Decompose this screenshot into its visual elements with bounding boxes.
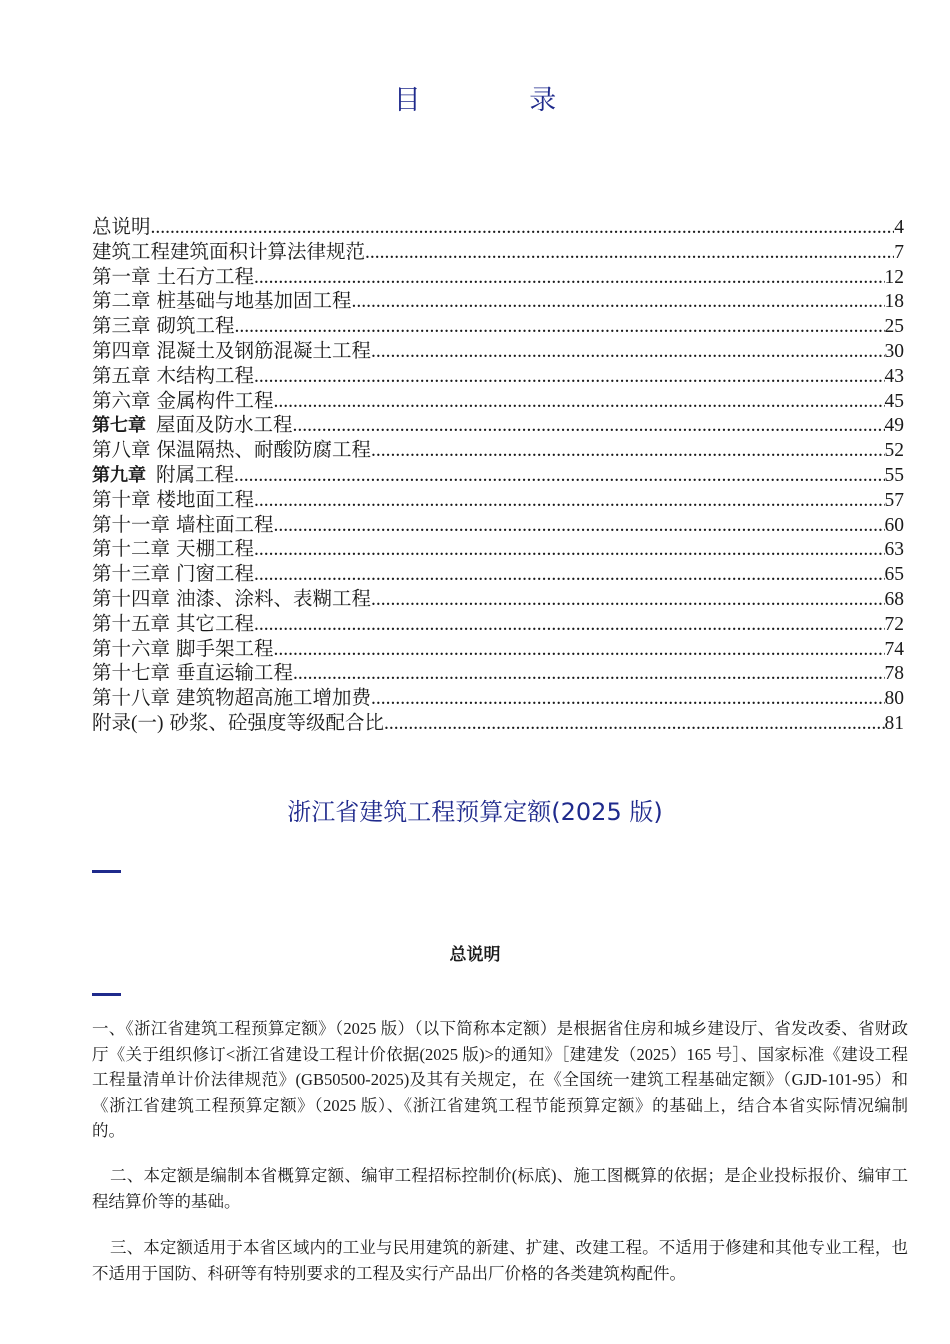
section-heading: 总说明 xyxy=(449,945,501,965)
toc-entry-title: 砌筑工程 xyxy=(156,316,235,338)
toc-entry-title: 天棚工程 xyxy=(176,539,255,561)
toc-entry-page: 72 xyxy=(884,613,904,635)
toc-entry[interactable] xyxy=(92,390,904,415)
toc-entry-chapter: 第十章 xyxy=(92,489,151,511)
toc-entry-chapter: 第九章 xyxy=(92,464,146,486)
toc-entry-page: 49 xyxy=(884,415,904,437)
toc-entry-chapter: 第二章 xyxy=(92,291,151,313)
toc-entry-page: 65 xyxy=(884,564,904,586)
toc-entry-page: 7 xyxy=(894,241,904,263)
toc-entry-chapter: 第八章 xyxy=(92,440,151,462)
toc-entry-chapter: 第十二章 xyxy=(92,539,171,561)
toc-entry-title: 建筑工程建筑面积计算法律规范 xyxy=(92,241,366,263)
toc-entry[interactable] xyxy=(92,266,904,291)
toc-entry-page: 25 xyxy=(884,316,904,338)
toc-entry-chapter: 附录(一) xyxy=(92,712,164,734)
toc-entry[interactable] xyxy=(92,464,904,489)
toc-entry-page: 55 xyxy=(884,464,904,486)
toc-entry-title: 金属构件工程 xyxy=(156,390,274,412)
toc-leader-dots xyxy=(352,290,885,315)
toc-leader-dots xyxy=(254,563,884,588)
toc-title: 目 录 xyxy=(393,85,607,116)
toc-entry-page: 74 xyxy=(884,638,904,660)
toc-entry-title: 垂直运输工程 xyxy=(176,663,294,685)
toc-leader-dots xyxy=(254,489,884,514)
toc-entry-chapter: 第十四章 xyxy=(92,588,171,610)
toc-entry-page: 4 xyxy=(894,217,904,238)
toc-entry-page: 12 xyxy=(884,266,904,288)
toc-leader-dots xyxy=(151,216,895,241)
toc-entry-chapter: 第十六章 xyxy=(92,638,171,660)
toc-entry-title: 土石方工程 xyxy=(156,266,255,288)
toc-entry-chapter: 第七章 xyxy=(92,415,146,437)
toc-entry[interactable] xyxy=(92,365,904,390)
toc-leader-dots xyxy=(371,588,884,613)
toc-entry-chapter: 第四章 xyxy=(92,340,151,362)
toc-entry-title: 油漆、涂料、表糊工程 xyxy=(176,588,372,610)
toc-entry-title: 其它工程 xyxy=(176,613,255,635)
toc-entry-title: 脚手架工程 xyxy=(176,638,274,660)
toc-entry-page: 81 xyxy=(884,712,904,734)
toc-entry-title: 木结构工程 xyxy=(156,365,255,387)
toc-entry[interactable] xyxy=(92,563,904,588)
toc-entry[interactable] xyxy=(92,290,904,315)
toc-entry-page: 43 xyxy=(884,365,904,387)
toc-leader-dots xyxy=(293,414,885,439)
toc-entry[interactable] xyxy=(92,340,904,365)
toc-entry[interactable] xyxy=(92,638,904,663)
toc-entry-page: 30 xyxy=(884,340,904,362)
toc-entry[interactable] xyxy=(92,514,904,539)
toc-leader-dots xyxy=(293,662,884,687)
section-divider xyxy=(92,870,121,873)
toc-entry-title: 楼地面工程 xyxy=(156,489,255,511)
toc-entry-title: 附属工程 xyxy=(156,464,235,486)
toc-entry-page: 68 xyxy=(884,588,904,610)
toc-entry[interactable] xyxy=(92,241,904,266)
toc-leader-dots xyxy=(365,241,894,266)
toc-entry-title: 门窗工程 xyxy=(176,564,255,586)
toc-entry-title: 保温隔热、耐酸防腐工程 xyxy=(156,440,372,462)
toc-entry[interactable] xyxy=(92,687,904,712)
toc-entry[interactable] xyxy=(92,538,904,563)
toc-leader-dots xyxy=(371,439,884,464)
toc-leader-dots xyxy=(274,638,885,663)
toc-entry-title: 桩基础与地基加固工程 xyxy=(156,291,352,313)
toc-entry-page: 45 xyxy=(884,390,904,412)
toc-entry-page: 63 xyxy=(884,539,904,561)
toc-entry-chapter: 第十五章 xyxy=(92,613,171,635)
toc-entry[interactable] xyxy=(92,489,904,514)
toc-entry[interactable] xyxy=(92,216,904,241)
toc-entry-page: 57 xyxy=(884,489,904,511)
toc-entry-page: 78 xyxy=(884,663,904,685)
toc-entry[interactable] xyxy=(92,712,904,737)
toc-entry-page: 52 xyxy=(884,440,904,462)
paragraph: 二、本定额是编制本省概算定额、编审工程招标控制价(标底)、施工图概算的依据；是企业投标报价、编审工程结算价等的基础。 xyxy=(92,1166,908,1211)
toc-entry-page: 60 xyxy=(884,514,904,536)
toc-entry-page: 80 xyxy=(884,688,904,710)
document-title: 浙江省建筑工程预算定额(2025 版) xyxy=(287,798,663,826)
toc-leader-dots xyxy=(371,340,884,365)
section-divider xyxy=(92,993,121,996)
toc-entry-chapter: 第十三章 xyxy=(92,564,171,586)
toc-entry-title: 建筑物超高施工增加费 xyxy=(176,688,372,710)
toc-entry-title: 墙柱面工程 xyxy=(176,514,274,536)
table-of-contents xyxy=(92,216,904,737)
toc-leader-dots xyxy=(254,538,884,563)
toc-entry-title: 混凝土及钢筋混凝土工程 xyxy=(156,340,372,362)
toc-leader-dots xyxy=(274,514,885,539)
toc-leader-dots xyxy=(254,266,884,291)
toc-entry-title: 砂浆、砼强度等级配合比 xyxy=(169,712,385,734)
paragraph: 三、本定额适用于本省区域内的工业与民用建筑的新建、扩建、改建工程。不适用于修建和其他专业工程，也不适用于国防、科研等有特别要求的工程及实行产品出厂价格的各类建筑构配件。 xyxy=(92,1238,908,1283)
toc-leader-dots xyxy=(235,315,885,340)
toc-entry[interactable] xyxy=(92,414,904,439)
toc-leader-dots xyxy=(274,390,885,415)
toc-entry-chapter: 第三章 xyxy=(92,316,151,338)
toc-entry-title: 屋面及防水工程 xyxy=(156,415,293,437)
toc-entry[interactable] xyxy=(92,315,904,340)
toc-entry-chapter: 第一章 xyxy=(92,266,151,288)
toc-leader-dots xyxy=(254,365,884,390)
toc-entry[interactable] xyxy=(92,613,904,638)
toc-entry-page: 18 xyxy=(884,291,904,313)
toc-leader-dots xyxy=(234,464,884,489)
toc-entry-chapter: 第十八章 xyxy=(92,688,171,710)
toc-entry-chapter: 第五章 xyxy=(92,365,151,387)
toc-leader-dots xyxy=(371,687,884,712)
toc-entry[interactable] xyxy=(92,588,904,613)
toc-entry[interactable] xyxy=(92,439,904,464)
toc-leader-dots xyxy=(254,613,884,638)
toc-entry-chapter: 第十一章 xyxy=(92,514,171,536)
toc-entry[interactable] xyxy=(92,662,904,687)
toc-entry-chapter: 第十七章 xyxy=(92,663,171,685)
toc-leader-dots xyxy=(384,712,884,737)
toc-entry-title: 总说明 xyxy=(92,217,151,238)
paragraph: 一、《浙江省建筑工程预算定额》（2025 版）（以下简称本定额）是根据省住房和城乡建设厅、省发改委、省财政厅《关于组织修订<浙江省建设工程计价依据(2025 版)>的通知》［建建发（2025）165 号］、国家标准《建设工程工程量清单计价法律规范》(GB50500-2025)及其有关规定，在《全国统一建筑工程基础定额》（GJD-101-95）和《浙江省建筑工程预算定额》（2025 版）、《浙江省建筑工程节能预算定额》的基础上，结合本省实际情况编制的。 xyxy=(92,1019,908,1140)
toc-entry-chapter: 第六章 xyxy=(92,390,151,412)
